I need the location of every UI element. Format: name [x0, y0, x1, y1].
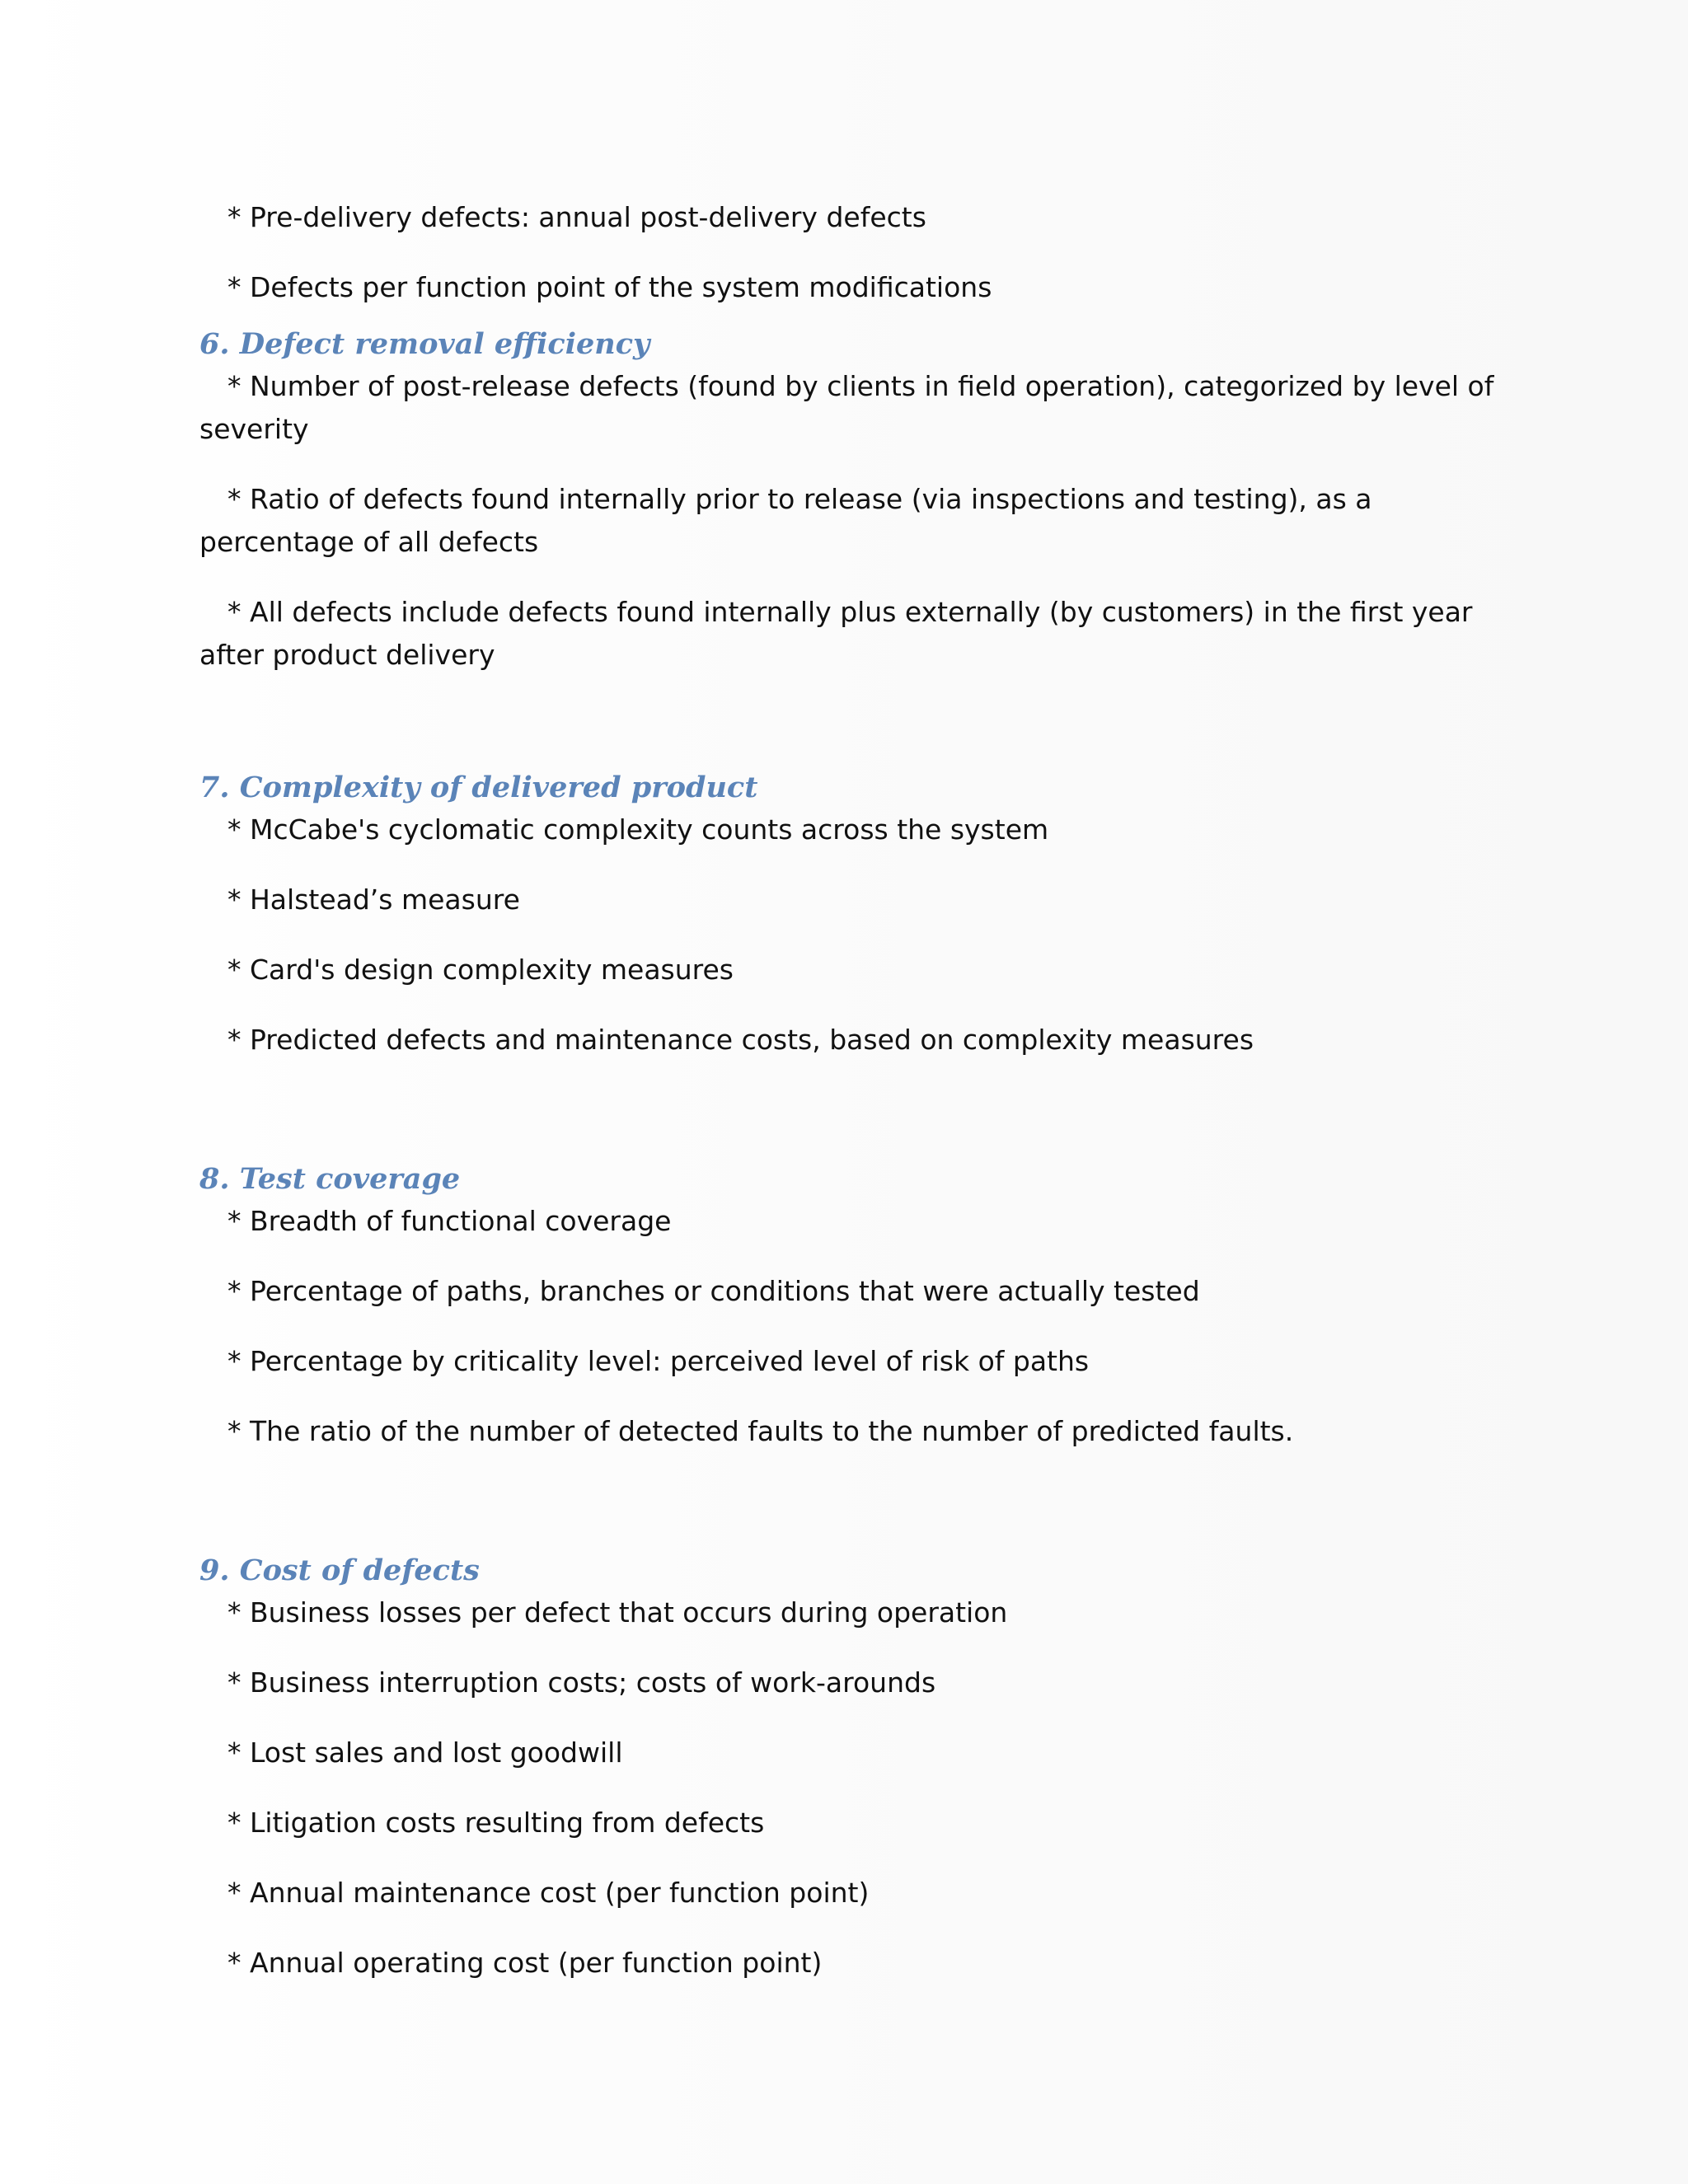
section-9-bullet-1: * Business losses per defect that occurs during operation	[227, 1596, 1008, 1629]
intro-bullet-1: * Pre-delivery defects: annual post-delivery defects	[227, 201, 926, 233]
intro-bullet-2: * Defects per function point of the system modifications	[227, 271, 992, 303]
section-7-bullet-2: * Halstead’s measure	[227, 883, 520, 916]
document-content	[199, 196, 1502, 1985]
section-6-heading: 6. Defect removal efficiency	[199, 327, 650, 361]
section-8-heading: 8. Test coverage	[199, 1162, 461, 1196]
section-6-bullet-2: * Ratio of defects found internally prior to release (via inspections and testing), as a percentage of all defects	[199, 483, 1372, 558]
section-8-bullet-4: * The ratio of the number of detected faults to the number of predicted faults.	[227, 1415, 1294, 1447]
section-9-bullet-3: * Lost sales and lost goodwill	[227, 1736, 623, 1769]
section-9-bullet-5: * Annual maintenance cost (per function point)	[227, 1877, 870, 1909]
section-9-bullet-6: * Annual operating cost (per function point)	[227, 1947, 823, 1979]
section-6-bullet-3: * All defects include defects found internally plus externally (by customers) in the first year after product delivery	[199, 596, 1473, 671]
section-spacer	[199, 1453, 1502, 1550]
section-spacer	[199, 1062, 1502, 1159]
section-8-bullet-2: * Percentage of paths, branches or conditions that were actually tested	[227, 1275, 1200, 1307]
section-8-bullet-3: * Percentage by criticality level: perceived level of risk of paths	[227, 1345, 1090, 1377]
section-7-bullet-4: * Predicted defects and maintenance costs, based on complexity measures	[227, 1024, 1254, 1056]
section-6-bullet-1: * Number of post-release defects (found by clients in field operation), categorized by level of severity	[199, 370, 1494, 445]
section-7-bullet-1: * McCabe's cyclomatic complexity counts across the system	[227, 813, 1049, 846]
section-spacer	[199, 677, 1502, 767]
section-7-bullet-3: * Card's design complexity measures	[227, 954, 734, 986]
section-9-heading: 9. Cost of defects	[199, 1554, 480, 1587]
section-8-bullet-1: * Breadth of functional coverage	[227, 1205, 672, 1237]
section-9-bullet-2: * Business interruption costs; costs of work-arounds	[227, 1666, 936, 1699]
section-9-bullet-4: * Litigation costs resulting from defects	[227, 1807, 765, 1839]
section-7-heading: 7. Complexity of delivered product	[199, 771, 758, 804]
